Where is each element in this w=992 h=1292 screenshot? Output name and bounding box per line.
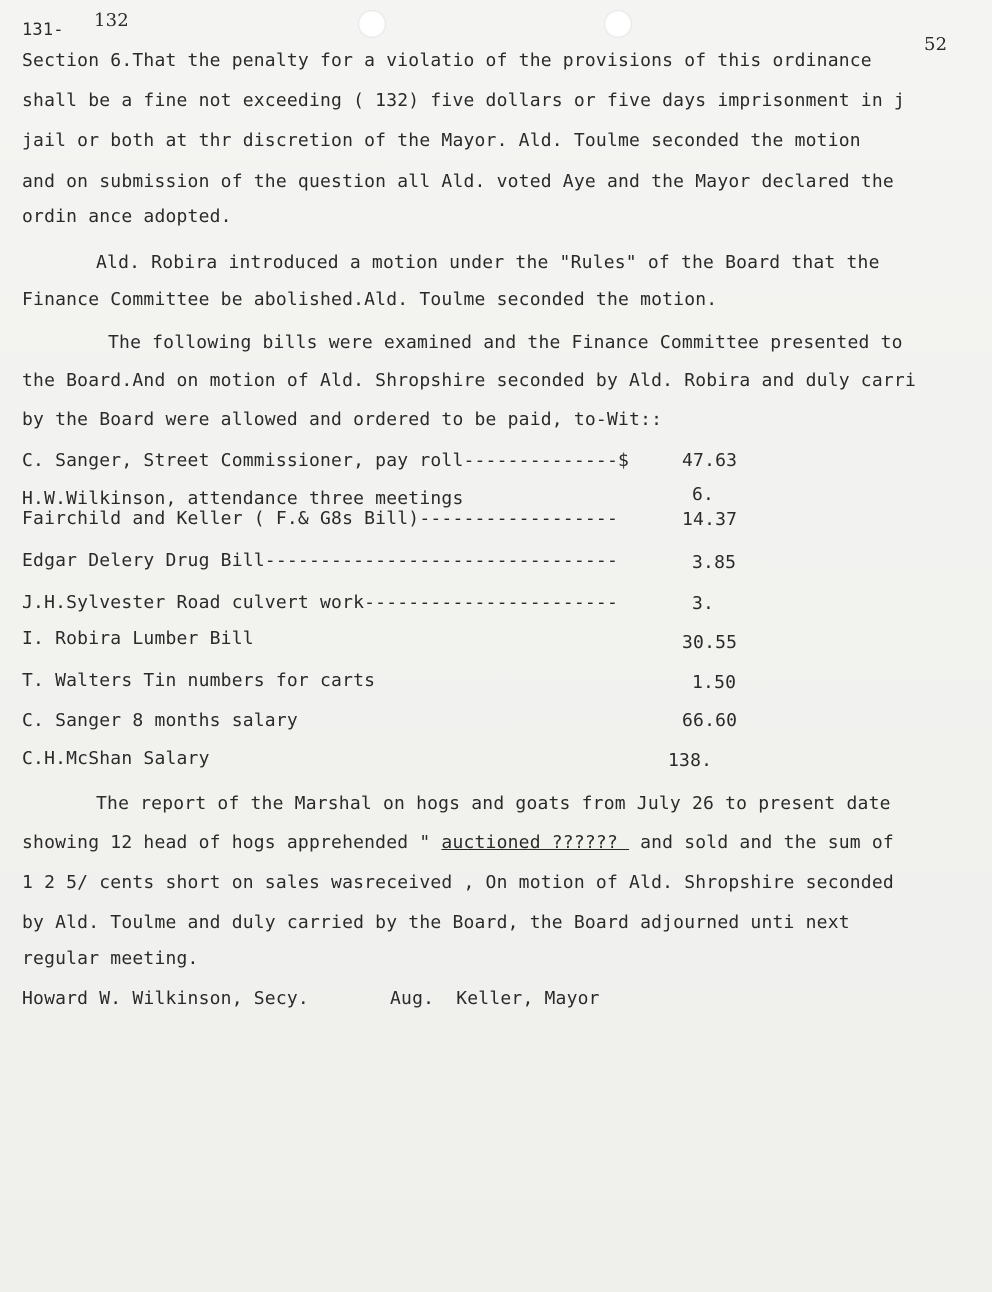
marshal-line-1: The report of the Marshal on hogs and goats from July 26 to present date: [96, 793, 891, 814]
marshal-line-2: [22, 832, 894, 853]
bill-amount: 3.: [692, 593, 715, 614]
page-number-right: 52: [924, 34, 948, 55]
bill-amount: 138.: [668, 750, 713, 771]
punch-hole-right: [604, 10, 632, 38]
bill-name: J.H.Sylvester Road culvert work-----------------------: [22, 592, 618, 613]
bill-name: C.H.McShan Salary: [22, 748, 210, 769]
punch-hole-left: [358, 10, 386, 38]
bill-amount: 3.85: [692, 552, 737, 573]
auctioned-underlined: auctioned ??????: [441, 832, 630, 853]
bill-name: Fairchild and Keller ( F.& G8s Bill)------------------: [22, 508, 618, 529]
bill-amount: 6.: [692, 484, 715, 505]
motion-line-2: Finance Committee be abolished.Ald. Toulme seconded the motion.: [22, 289, 718, 310]
marshal-line-3: 1 2 5/ cents short on sales wasreceived , On motion of Ald. Shropshire seconded: [22, 872, 894, 893]
section-line-2: shall be a fine not exceeding ( 132) five dollars or five days imprisonment in j: [22, 90, 905, 111]
bills-intro-line-2: the Board.And on motion of Ald. Shropshire seconded by Ald. Robira and duly carri: [22, 370, 916, 391]
bill-name: Edgar Delery Drug Bill--------------------------------: [22, 550, 618, 571]
secretary-signature: Howard W. Wilkinson, Secy.: [22, 988, 309, 1009]
bill-name: H.W.Wilkinson, attendance three meetings: [22, 488, 464, 509]
bill-name: C. Sanger, Street Commissioner, pay roll--------------$: [22, 450, 630, 471]
bill-amount: 30.55: [682, 632, 738, 653]
section-line-5: ordin ance adopted.: [22, 206, 232, 227]
bill-name: I. Robira Lumber Bill: [22, 628, 254, 649]
section-line-4: and on submission of the question all Ald. voted Aye and the Mayor declared the: [22, 171, 894, 192]
section-line-3: jail or both at thr discretion of the Mayor. Ald. Toulme seconded the motion: [22, 130, 861, 151]
marshal-line-5: regular meeting.: [22, 948, 199, 969]
mayor-signature: Aug. Keller, Mayor: [390, 988, 600, 1009]
bill-amount: 14.37: [682, 509, 738, 530]
marshal-line-4: by Ald. Toulme and duly carried by the Board, the Board adjourned unti next: [22, 912, 850, 933]
marshal-line-2-end: and sold and the sum of: [629, 832, 894, 853]
bills-intro-line-1: The following bills were examined and the Finance Committee presented to: [108, 332, 903, 353]
bill-name: C. Sanger 8 months salary: [22, 710, 298, 731]
page-number-typed: 131-: [22, 20, 64, 40]
section-line-1: Section 6.That the penalty for a violatio of the provisions of this ordinance: [22, 50, 872, 71]
bill-amount: 47.63: [682, 450, 738, 471]
bill-name: T. Walters Tin numbers for carts: [22, 670, 376, 691]
motion-line-1: Ald. Robira introduced a motion under the "Rules" of the Board that the: [96, 252, 880, 273]
bill-amount: 1.50: [692, 672, 737, 693]
bill-amount: 66.60: [682, 710, 738, 731]
bills-intro-line-3: by the Board were allowed and ordered to be paid, to-Wit::: [22, 409, 663, 430]
page-number-handwritten: 132: [94, 10, 129, 31]
marshal-line-2-start: showing 12 head of hogs apprehended ": [22, 832, 442, 853]
